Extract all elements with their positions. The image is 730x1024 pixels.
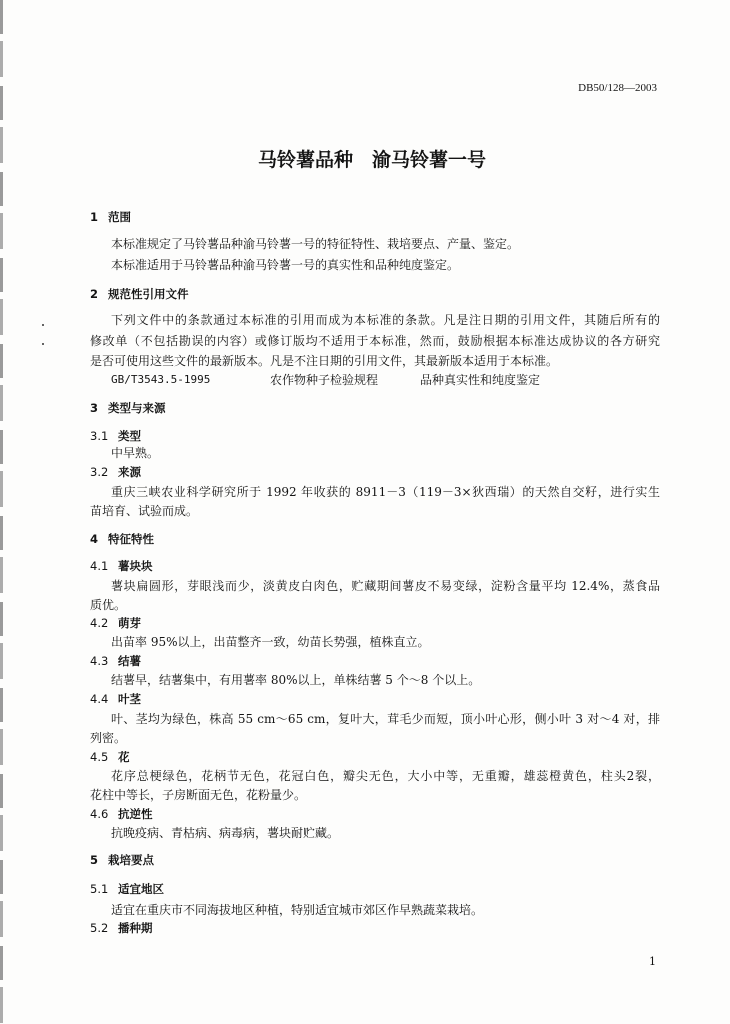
- section-2-heading: [90, 287, 660, 301]
- paragraph-line: 本标准规定了马铃薯品种渝马铃薯一号的特征特性、栽培要点、产量、鉴定。: [111, 237, 520, 251]
- scan-edge-mark: [0, 0, 3, 1024]
- scan-dot: [42, 324, 44, 326]
- paragraph-line: 列密。: [90, 731, 127, 745]
- section-1-heading: [90, 210, 660, 224]
- subsection-title: 类型: [118, 429, 141, 443]
- section-3-heading: [90, 401, 660, 415]
- subsection-title: 播种期: [118, 921, 153, 935]
- section-title: 范围: [108, 210, 131, 224]
- reference-part: 品种真实性和纯度鉴定: [420, 373, 541, 387]
- paragraph-line: 苗培育、试验而成。: [90, 504, 199, 518]
- subsection-number: 4.5: [90, 750, 109, 764]
- paragraph-line: 适宜在重庆市不同海拔地区种植，特别适宜城市郊区作早熟蔬菜栽培。: [111, 903, 484, 917]
- paragraph-line: 抗晚疫病、青枯病、病毒病，薯块耐贮藏。: [111, 826, 340, 840]
- subsection-4-4-heading: [90, 692, 660, 706]
- subsection-4-2-heading: [90, 616, 660, 630]
- subsection-4-1-heading: [90, 559, 660, 573]
- section-number: 4: [90, 532, 99, 546]
- reference-title: 农作物种子检验规程: [270, 373, 379, 387]
- section-number: 2: [90, 287, 99, 301]
- section-5-heading: [90, 853, 660, 867]
- paragraph-line: 中早熟。: [111, 446, 160, 460]
- section-number: 3: [90, 401, 99, 415]
- page-number: 1: [649, 955, 656, 968]
- subsection-number: 3.2: [90, 465, 109, 479]
- paragraph-line: 下列文件中的条款通过本标准的引用而成为本标准的条款。凡是注日期的引用文件，其随后所有的: [111, 313, 660, 327]
- reference-code: GB/T3543.5-1995: [111, 373, 211, 386]
- subsection-3-2-heading: [90, 465, 660, 479]
- subsection-number: 4.2: [90, 616, 109, 630]
- subsection-title: 结薯: [118, 654, 141, 668]
- paragraph-line: 结薯早，结薯集中，有用薯率 80%以上，单株结薯 5 个～8 个以上。: [111, 673, 481, 687]
- section-number: 5: [90, 853, 99, 867]
- paragraph-line: 花柱中等长，子房断面无色，花粉量少。: [90, 788, 307, 802]
- paragraph-line: 出苗率 95%以上，出苗整齐一致，幼苗长势强，植株直立。: [111, 635, 430, 649]
- subsection-title: 薯块块: [118, 559, 153, 573]
- paragraph-line: 修改单（不包括勘误的内容）或修订版均不适用于本标准，然而，鼓励根据本标准达成协议的各方研究: [90, 334, 660, 348]
- subsection-number: 4.3: [90, 654, 109, 668]
- paragraph-line: 重庆三峡农业科学研究所于 1992 年收获的 8911－3（119－3×狄西瑞）的天然自交籽，进行实生: [111, 485, 660, 499]
- subsection-5-2-heading: [90, 921, 660, 935]
- subsection-title: 抗逆性: [118, 807, 153, 821]
- subsection-number: 5.2: [90, 921, 109, 935]
- subsection-title: 适宜地区: [118, 882, 164, 896]
- paragraph-line: 薯块扁圆形，芽眼浅而少，淡黄皮白肉色，贮藏期间薯皮不易变绿，淀粉含量平均 12.4%，蒸食品: [111, 579, 660, 593]
- paragraph-line: 是否可使用这些文件的最新版本。凡是不注日期的引用文件，其最新版本适用于本标准。: [90, 354, 559, 368]
- paragraph-line: 本标准适用于马铃薯品种渝马铃薯一号的真实性和品种纯度鉴定。: [111, 258, 460, 272]
- subsection-4-3-heading: [90, 654, 660, 668]
- standard-code: DB50/128—2003: [578, 82, 657, 94]
- subsection-number: 3.1: [90, 429, 109, 443]
- section-number: 1: [90, 210, 99, 224]
- subsection-title: 来源: [118, 465, 141, 479]
- paragraph-line: 花序总梗绿色，花柄节无色，花冠白色，瓣尖无色，大小中等，无重瓣，雄蕊橙黄色，柱头2裂，: [111, 769, 660, 783]
- subsection-number: 4.1: [90, 559, 109, 573]
- subsection-4-5-heading: [90, 750, 660, 764]
- document-title: 马铃薯品种 渝马铃薯一号: [258, 149, 487, 171]
- section-title: 类型与来源: [108, 401, 166, 415]
- subsection-title: 萌芽: [118, 616, 141, 630]
- section-4-heading: [90, 532, 660, 546]
- subsection-number: 4.6: [90, 807, 109, 821]
- paragraph-line: 叶、茎均为绿色，株高 55 cm～65 cm，复叶大，茸毛少而短，顶小叶心形，侧小叶 3 对～4 对，排: [111, 712, 660, 726]
- subsection-number: 5.1: [90, 882, 109, 896]
- subsection-title: 叶茎: [118, 692, 141, 706]
- section-title: 栽培要点: [108, 853, 154, 867]
- section-title: 规范性引用文件: [108, 287, 189, 301]
- normative-reference: [90, 373, 660, 387]
- paragraph-line: 质优。: [90, 598, 127, 612]
- subsection-3-1-heading: [90, 429, 660, 443]
- subsection-4-6-heading: [90, 807, 660, 821]
- subsection-title: 花: [118, 750, 130, 764]
- section-title: 特征特性: [108, 532, 154, 546]
- scan-dot: [42, 343, 44, 345]
- subsection-number: 4.4: [90, 692, 109, 706]
- subsection-5-1-heading: [90, 882, 660, 896]
